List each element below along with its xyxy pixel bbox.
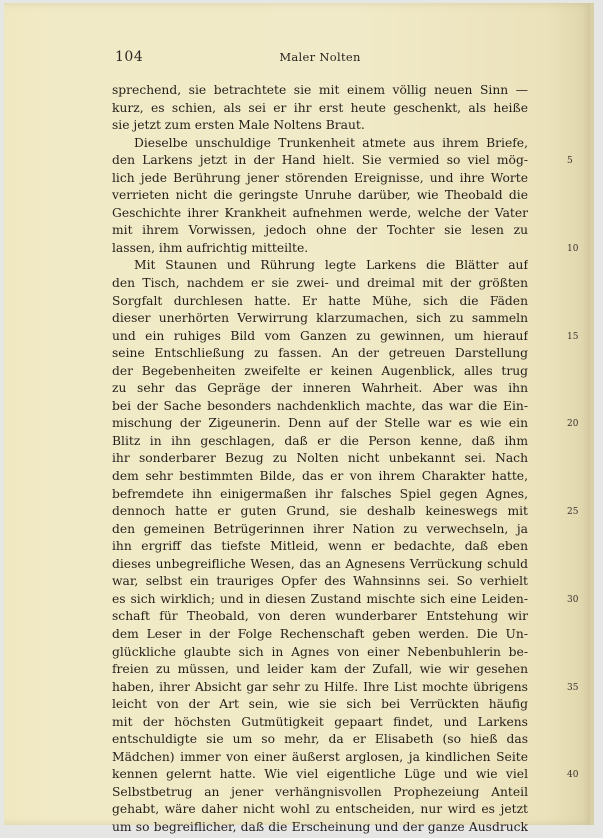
text-line: lich jede Berührung jener störenden Ereignisse, und ihre Worte — [112, 170, 528, 185]
line-number: 25 — [567, 507, 579, 518]
text-line: den Tisch, nachdem er sie zwei- und dreimal mit der größten — [112, 276, 528, 291]
text-line: entschuldigte sie um so mehr, da er Elisabeth (so hieß das — [112, 732, 528, 747]
text-line: mischung der Zigeunerin. Denn auf der Stelle war es wie ein — [112, 416, 528, 431]
text-line: und ein ruhiges Bild vom Ganzen zu gewinnen, um hierauf — [112, 328, 528, 343]
line-number: 20 — [567, 419, 579, 430]
line-number: 10 — [567, 243, 579, 254]
text-line: dennoch hatte er guten Grund, sie deshalb keineswegs mit — [112, 504, 528, 519]
text-line: war, selbst ein trauriges Opfer des Wahnsinns sei. So verhielt — [112, 574, 528, 589]
text-line: Mit Staunen und Rührung legte Larkens die Blätter auf — [134, 258, 528, 273]
text-line: dem sehr bestimmten Bilde, das er von ihrem Charakter hatte, — [112, 469, 528, 484]
text-line: schaft für Theobald, von deren wunderbarer Entstehung wir — [112, 609, 528, 624]
text-line: Dieselbe unschuldige Trunkenheit atmete aus ihrem Briefe, — [134, 135, 528, 150]
text-line: verrieten nicht die geringste Unruhe darüber, wie Theobald die — [112, 188, 528, 203]
text-line: lassen, ihm aufrichtig mitteilte. — [112, 240, 309, 255]
text-line: kennen gelernt hatte. Wie viel eigentliche Lüge und wie viel — [112, 767, 528, 782]
text-line: Geschichte ihrer Krankheit aufnehmen werde, welche der Vater — [112, 205, 528, 220]
text-line: mit ihrem Vorwissen, jedoch ohne der Tochter sie lesen zu — [112, 223, 528, 238]
book-page — [4, 3, 594, 834]
text-line: seine Entschließung zu fassen. An der getreuen Darstellung — [112, 346, 528, 361]
text-line: der Begebenheiten zweifelte er keinen Augenblick, alles trug — [112, 363, 528, 378]
text-line: haben, ihrer Absicht gar sehr zu Hilfe. Ihre List mochte übrigens — [112, 679, 528, 694]
text-line: sie jetzt zum ersten Male Noltens Braut. — [112, 118, 365, 133]
line-number: 15 — [567, 331, 579, 342]
text-line: ihn ergriff das tiefste Mitleid, wenn er bedachte, daß eben — [112, 539, 528, 554]
line-number: 35 — [567, 682, 579, 693]
text-line: befremdete ihn einigermaßen ihr falsches Spiel gegen Agnes, — [112, 486, 528, 501]
line-number: 30 — [567, 594, 579, 605]
text-line: ihr sonderbarer Bezug zu Nolten nicht unbekannt sei. Nach — [112, 451, 528, 466]
text-line: freien zu müssen, und leider kam der Zufall, wie wir gesehen — [112, 662, 528, 677]
text-line: gehabt, wäre daher nicht wohl zu entscheiden, nur wird es jetzt — [112, 802, 528, 817]
body-text — [112, 82, 528, 837]
line-number: 5 — [567, 156, 573, 167]
text-line: Selbstbetrug an jener verhängnisvollen Prophezeiung Anteil — [112, 784, 528, 799]
text-line: dieses unbegreifliche Wesen, das an Agnesens Verrückung schuld — [112, 556, 528, 571]
page-header — [115, 49, 525, 69]
line-number: 40 — [567, 770, 579, 781]
text-line: es sich wirklich; und in diesen Zustand mischte sich eine Leiden- — [112, 591, 528, 606]
text-line: glückliche glaubte sich in Agnes von einer Nebenbuhlerin be- — [112, 644, 528, 659]
text-line: den Larkens jetzt in der Hand hielt. Sie vermied so viel mög- — [112, 153, 528, 168]
text-line: kurz, es schien, als sei er ihr erst heute geschenkt, als heiße — [112, 100, 528, 115]
running-head-title: Maler Nolten — [279, 50, 361, 64]
text-line: sprechend, sie betrachtete sie mit einem völlig neuen Sinn — — [112, 83, 528, 97]
text-line: Sorgfalt durchlesen hatte. Er hatte Mühe, sich die Fäden — [112, 293, 528, 308]
text-line: um so begreiflicher, daß die Erscheinung und der ganze Ausdruck — [112, 819, 528, 834]
page-edge-shadow — [590, 3, 594, 825]
text-line: Blitz in ihn geschlagen, daß er die Person kenne, daß ihm — [112, 433, 528, 448]
text-line: den gemeinen Betrügerinnen ihrer Nation zu verwechseln, ja — [112, 521, 528, 536]
text-line: leicht von der Art sein, wie sie sich bei Verrückten häufig — [112, 697, 528, 712]
text-line: dieser unerhörten Verwirrung klarzumachen, sich zu sammeln — [112, 311, 528, 326]
text-line: dem Leser in der Folge Rechenschaft geben werden. Die Un- — [112, 626, 528, 641]
text-line: mit der höchsten Gutmütigkeit gepaart findet, und Larkens — [112, 714, 528, 729]
text-line: Mädchen) immer von einer äußerst arglosen, ja kindlichen Seite — [112, 749, 528, 764]
text-line: zu sehr das Gepräge der inneren Wahrheit. Aber was ihn — [112, 381, 528, 396]
text-line: bei der Sache besonders nachdenklich machte, das war die Ein- — [112, 398, 528, 413]
page-number: 104 — [115, 49, 144, 65]
